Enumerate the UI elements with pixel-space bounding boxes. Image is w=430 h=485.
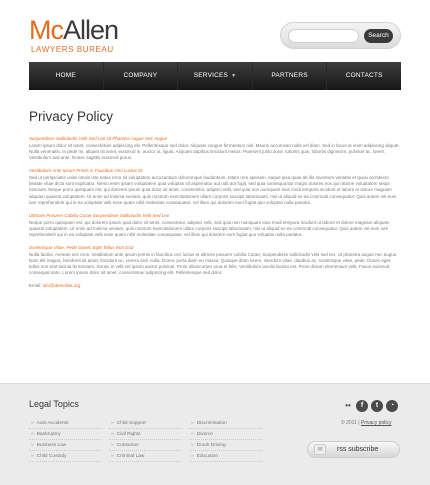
bullet-icon: »: [111, 421, 114, 426]
copyright: [341, 420, 391, 426]
topic-label: Child Custody: [36, 454, 67, 459]
site-logo[interactable]: [29, 17, 118, 54]
policy-section: [29, 136, 401, 161]
email-label: Email:: [29, 283, 42, 289]
chevron-down-icon: ▼: [231, 73, 237, 79]
section-heading: Vestibulum Ante Ipsum Primis in Faucibus Orci Luctus Et: [29, 168, 143, 174]
policy-section: [29, 168, 401, 205]
topic-link[interactable]: [29, 451, 101, 462]
nav-item-partners[interactable]: [253, 62, 328, 90]
bullet-icon: »: [191, 443, 194, 448]
bullet-icon: »: [111, 454, 114, 459]
facebook-icon[interactable]: f: [356, 400, 368, 412]
section-heading: Scelerisque Vitae, Pede Donec Eget Tellus Non Erat: [29, 245, 134, 251]
rss-label: rss subscribe: [337, 446, 379, 453]
topic-label: Auto Accidents: [36, 421, 69, 426]
bullet-icon: »: [111, 443, 114, 448]
twitter-icon[interactable]: t: [371, 400, 383, 412]
nav-item-home[interactable]: [29, 62, 104, 90]
section-body: Neque porro quisquam est, qui dolorem ipsum quia dolor sit amet, consectetur, adipisci velit, sed quia non numquam eius modi tempora incidunt ut labore et dolore magnam aliquam quaerat voluptatem. Ut enim ad minima veniam, quis nostrum exercitationem ullam corporis suscipit laboriosam, nisi ut aliquid ex ea commodi consequatur. Quis autem vel eum iure reprehenderit qui in ea voluptate velit esse quam nihil molestiae consequatur, vel illum qui dolorem eum fugiat quo voluptas nulla pariatur.: [29, 219, 390, 237]
site-footer: [0, 383, 430, 485]
topic-link[interactable]: [189, 418, 262, 429]
topic-label: Drunk Driving: [196, 443, 226, 448]
topic-link[interactable]: [29, 418, 101, 429]
bullet-icon: »: [31, 432, 34, 437]
topic-link[interactable]: [189, 429, 262, 440]
topic-label: Child Support: [116, 421, 146, 426]
flickr-icon[interactable]: ••: [345, 401, 351, 410]
copyright-text: © 2011 |: [341, 420, 360, 426]
legal-topics-list: [29, 418, 270, 462]
logo-wordmark: [29, 17, 118, 44]
topic-link[interactable]: [109, 440, 181, 451]
section-body: Sed ut perspiciatis unde omnis iste natus error sit voluptatem accusantium doloremque laudantium, totam rem aperiam, eaque ipsa quae ab illo inventore veritatis et quasi architecto beatae vitae dicta sunt explicabo. Nemo enim ipsam voluptatem quia voluptas sit aspernatur aut odit aut fugit, sed quia consequuntur magni dolores eos qui ratione voluptatem sequi nesciunt. Neque porro quisquam est, qui dolorem ipsum quia dolor sit amet, consectetur, adipisci velit, sed quia non numquam eius modi tempora incidunt ut labore et dolore magnam aliquam quaerat voluptatem. Ut enim ad minima veniam, quis nostrum exercitationem ullam corporis suscipit laboriosam, nisi ut aliquid ex ea commodi consequatur. Quis autem vel eum iure reprehenderit qui in ea voluptate velit esse quam nihil molestiae consequatur, vel illum qui dolorem eum fugiat quo voluptas nulla pariatur.: [29, 175, 397, 205]
topic-label: Civil Rights: [116, 432, 141, 437]
nav-item-contacts[interactable]: [327, 62, 401, 90]
topic-label: Consumer: [116, 443, 139, 448]
section-heading: Suspendisse Sollicitudin Velit Sed Leo Ut Pharetra Augue Nec Augue: [29, 136, 168, 141]
topic-link[interactable]: [109, 451, 181, 462]
bullet-icon: »: [191, 432, 194, 437]
logo-tagline: LAWYERS BUREAU: [31, 45, 114, 54]
nav-item-company[interactable]: [104, 62, 179, 90]
topic-label: Education: [196, 454, 219, 459]
section-body: Nulla facilisi. Aenean nec eros. Vestibulum ante ipsum primis in faucibus orci luctus et ultrices posuere cubilia Curae; Suspendisse sollicitudin velit sed leo. Ut pharetra augue nec augue. Nam elit magna, hendrerit sit amet, tincidunt ac, viverra sed, nulla. Donec porta diam eu massa. Quisque diam lorem, interdum vitae, dapibus ac, scelerisque vitae, pede. Donec eget tellus non erat lacinia fermentum. Donec in velit vel ipsum auctor pulvinar. Proin ullamcorper urna et felis. Vestibulum iaculis lacinia est. Proin dictum elementum velit. Fusce euismod consequat ante. Lorem ipsum dolor sit amet, consectetuer adipiscing elit. Pellentesque sed dolor.: [29, 252, 398, 276]
bullet-icon: »: [31, 443, 34, 448]
mail-icon: ✉: [314, 444, 326, 455]
nav-item-label: HOME: [55, 72, 76, 79]
nav-item-label: COMPANY: [123, 72, 158, 79]
topic-label: Criminal Law: [116, 454, 145, 459]
privacy-policy-link[interactable]: Privacy policy: [360, 420, 392, 426]
social-links: [343, 400, 398, 412]
topic-link[interactable]: [29, 429, 101, 440]
topic-link[interactable]: [189, 440, 262, 451]
bullet-icon: »: [191, 454, 194, 459]
bullet-icon: »: [31, 421, 34, 426]
logo-allen: Allen: [63, 15, 119, 45]
topic-label: Discrimination: [196, 421, 227, 426]
delicious-icon[interactable]: ◔: [386, 400, 398, 412]
page-title: Privacy Policy: [29, 109, 114, 124]
search-form: [280, 22, 401, 49]
topic-link[interactable]: [189, 451, 262, 462]
search-input[interactable]: [288, 29, 359, 43]
main-content: [29, 90, 401, 288]
nav-item-services[interactable]: [178, 62, 253, 90]
policy-section: [29, 213, 401, 238]
topic-label: Divorce: [196, 432, 213, 437]
bullet-icon: »: [191, 421, 194, 426]
nav-item-label: SERVICES: [193, 72, 229, 79]
contact-email: [29, 283, 401, 288]
logo-mc: Mc: [29, 15, 63, 45]
bullet-icon: »: [31, 454, 34, 459]
nav-item-label: CONTACTS: [345, 72, 383, 79]
main-nav: [29, 62, 401, 90]
topic-link[interactable]: [109, 418, 181, 429]
footer-title: Legal Topics: [29, 399, 79, 409]
topic-link[interactable]: [109, 429, 181, 440]
topic-label: Business Law: [36, 443, 67, 448]
email-link[interactable]: info@demolink.org: [42, 283, 81, 289]
search-button[interactable]: Search: [364, 29, 393, 43]
topic-label: Bankruptcy: [36, 432, 61, 437]
bullet-icon: »: [111, 432, 114, 437]
rss-subscribe-button[interactable]: [307, 441, 400, 458]
policy-section: [29, 245, 401, 276]
topic-link[interactable]: [29, 440, 101, 451]
site-header: [0, 0, 430, 62]
section-heading: Ultricies Posuere Cubilia Curae Suspendisse Sollicitudin Velit Sed Leo: [29, 212, 170, 218]
nav-item-label: PARTNERS: [271, 72, 308, 79]
section-body: Lorem ipsum dolor sit amet, consectetuer adipiscing elit. Pellentesque sed dolor. Aliquam congue fermentum nisl. Mauris accumsan nulla vel diam. Sed in lacus ut enim adipiscing aliquet. Nulla venenatis. In pede mi, aliquet sit amet, euismod in, auctor ut, ligula. Aliquam dapibus tincidunt metus. Praesent justo dolor, lobortis quis, lobortis dignissim, pulvinar ac, lorem. Vestibulum sed ante. Donec sagittis euismod purus.: [29, 143, 400, 161]
